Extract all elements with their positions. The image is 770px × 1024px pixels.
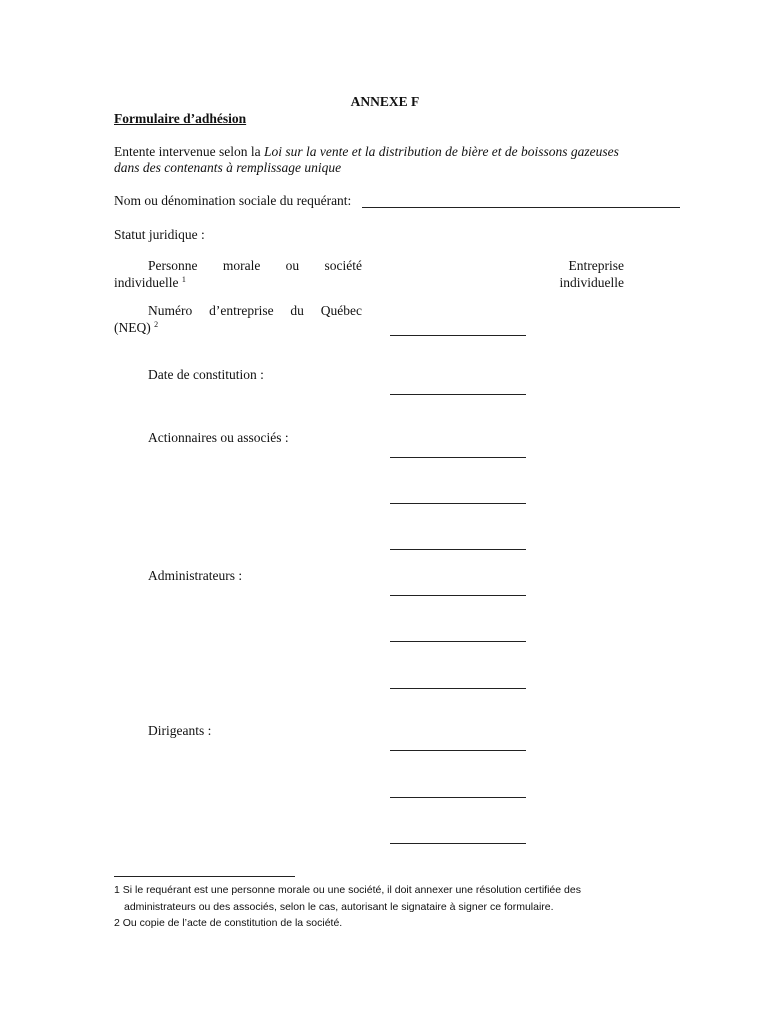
word: (NEQ) <box>114 320 151 335</box>
dirigeants-field-2[interactable] <box>390 797 526 798</box>
option-entreprise-individuelle[interactable] <box>540 258 624 291</box>
neq-field[interactable] <box>390 335 526 336</box>
footnote-ref-2: 2 <box>154 320 159 329</box>
page-title: ANNEXE F <box>350 94 420 109</box>
option-entreprise-line2: individuelle <box>559 275 624 290</box>
intro-law-title: Loi sur la vente et la distribution de bière et de boissons gazeuses <box>263 144 619 159</box>
intro-line-2 <box>114 160 341 176</box>
dirigeants-field-1[interactable] <box>390 750 526 751</box>
actionnaires-field-3[interactable] <box>390 549 526 550</box>
actionnaires-label: Actionnaires ou associés : <box>148 430 289 445</box>
word: du <box>290 303 304 318</box>
word: société <box>324 258 362 273</box>
word: Québec <box>320 303 362 318</box>
option-entreprise-line1: Entreprise <box>568 258 624 273</box>
neq-label-line2 <box>114 320 362 336</box>
word: Personne <box>148 258 198 273</box>
dirigeants-label: Dirigeants : <box>148 723 212 738</box>
footnote-1-line1: 1 Si le requérant est une personne morale ou une société, il doit annexer une résolution certifiée des <box>114 884 581 896</box>
administrateurs-field-3[interactable] <box>390 688 526 689</box>
actionnaires-field-1[interactable] <box>390 457 526 458</box>
neq-label-line1 <box>114 303 362 319</box>
form-subtitle: Formulaire d’adhésion <box>114 111 247 126</box>
actionnaires-field-2[interactable] <box>390 503 526 504</box>
option-personne-morale-line2 <box>114 275 362 291</box>
date-field[interactable] <box>390 394 526 395</box>
word: individuelle <box>114 275 179 290</box>
word: morale <box>222 258 261 273</box>
administrateurs-field-2[interactable] <box>390 641 526 642</box>
footnote-1-line2: administrateurs ou des associés, selon le cas, autorisant le signataire à signer ce formulaire. <box>124 901 554 913</box>
intro-line-1 <box>114 144 619 160</box>
neq-label <box>114 303 362 336</box>
option-personne-morale[interactable] <box>114 258 362 291</box>
administrateurs-label: Administrateurs : <box>148 568 243 583</box>
date-label: Date de constitution : <box>148 367 264 382</box>
intro-law-title-cont: dans des contenants à remplissage unique <box>114 160 342 175</box>
footnote-2: 2 Ou copie de l’acte de constitution de la société. <box>114 917 343 929</box>
footnote-ref-1: 1 <box>181 275 186 284</box>
dirigeants-field-3[interactable] <box>390 843 526 844</box>
option-personne-morale-line1 <box>114 258 362 274</box>
word: d’entreprise <box>209 303 274 318</box>
name-label: Nom ou dénomination sociale du requérant: <box>114 193 352 208</box>
name-field[interactable] <box>362 207 680 208</box>
word: ou <box>285 258 300 273</box>
intro-prefix: Entente intervenue selon la <box>114 144 261 159</box>
word: Numéro <box>148 303 193 318</box>
statut-label: Statut juridique : <box>114 227 205 242</box>
administrateurs-field-1[interactable] <box>390 595 526 596</box>
footnote-separator <box>114 876 295 877</box>
